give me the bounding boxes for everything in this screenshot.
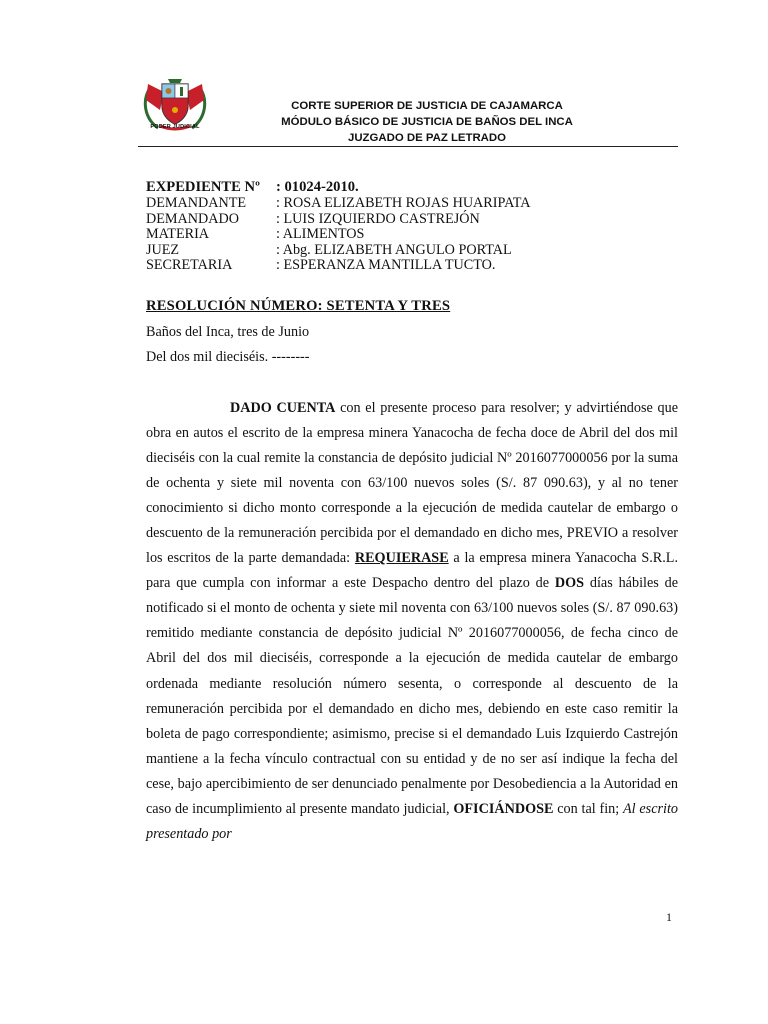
- court-header-line-2: MÓDULO BÁSICO DE JUSTICIA DE BAÑOS DEL INCA: [281, 116, 573, 128]
- page-number: 1: [666, 910, 672, 924]
- meta-row-expediente: [146, 178, 531, 196]
- body-text-segment: con tal fin;: [553, 800, 623, 817]
- requierase-text: REQUIERASE: [354, 550, 449, 567]
- body-text-segment: a la empresa minera Yanacocha S.R.L. para que cumpla con informar a este Despacho dentro del plazo de: [146, 550, 679, 592]
- demandado-label: DEMANDADO: [146, 210, 240, 227]
- materia-value: : ALIMENTOS: [276, 226, 365, 243]
- dado-cuenta-text: DADO CUENTA: [230, 400, 336, 416]
- meta-row-demandante: [146, 196, 531, 212]
- dos-text: DOS: [554, 575, 585, 592]
- body-text-segment: con el presente proceso para resolver; y advirtiéndose que obra en autos el escrito de la empresa minera Yanacocha de fecha doce de Abril del dos mil dieciséis con la cual remite la constancia de depósito judicial Nº 2016077000056 por la suma de ochenta y siete mil noventa con 63/100 nuevos soles (S/. 87 090.63), y al no tener conocimiento si dicho monto corresponde a la ejecución de medida cautelar de embargo o descuento de la remuneración percibida por el demandado en dicho mes, PREVIO a resolver los escritos de la parte demandada:: [146, 400, 678, 567]
- demandado-value: : LUIS IZQUIERDO CASTREJÓN: [276, 210, 480, 227]
- case-metadata: [146, 178, 531, 274]
- secretaria-label: SECRETARIA: [146, 257, 233, 274]
- resolution-title: RESOLUCIÓN NÚMERO: SETENTA Y TRES: [146, 298, 451, 314]
- materia-label: MATERIA: [146, 226, 210, 243]
- logo-caption: PODER JUDICIAL: [150, 124, 200, 130]
- secretaria-value: : ESPERANZA MANTILLA TUCTO.: [276, 257, 496, 274]
- body-text-segment: días hábiles de notificado si el monto de ochenta y siete mil noventa con 63/100 nuevos soles (S/. 87 090.63) remitido mediante constancia de depósito judicial Nº 2016077000056, de fecha cinco de Abril del dos mil dieciséis, corresponde a la ejecución de medida cautelar de embargo ordenada mediante resolución número sesenta, o corresponde al descuento de la remuneración percibida por el demandado en dicho mes, debiendo en este caso remitir la boleta de pago correspondiente; asimismo, precise si el demandado Luis Izquierdo Castrejón mantiene a la fecha vínculo contractual con su entidad y de no ser así indique la fecha del cese, bajo apercibimiento de ser denunciado penalmente por Desobediencia a la Autoridad en caso de incumplimiento al presente mandato judicial,: [146, 575, 679, 817]
- resolution-date-line-1: Baños del Inca, tres de Junio: [146, 324, 310, 340]
- expediente-value: : 01024-2010.: [276, 179, 359, 195]
- juez-label: JUEZ: [146, 241, 180, 258]
- resolution-date-line-2: Del dos mil dieciséis. --------: [146, 349, 310, 365]
- meta-row-secretaria: [146, 258, 531, 274]
- header-divider: [138, 146, 678, 147]
- demandante-value: : ROSA ELIZABETH ROJAS HUARIPATA: [276, 195, 531, 211]
- oficiandose-text: OFICIÁNDOSE: [453, 800, 554, 817]
- juez-value: : Abg. ELIZABETH ANGULO PORTAL: [276, 241, 512, 258]
- meta-row-demandado: [146, 212, 531, 228]
- meta-row-juez: [146, 243, 531, 259]
- italic-text-segment: Al escrito presentado por: [146, 800, 678, 842]
- court-header: [232, 98, 622, 146]
- resolution-body: [146, 396, 678, 847]
- meta-row-materia: [146, 227, 531, 243]
- court-header-line-3: JUZGADO DE PAZ LETRADO: [348, 132, 506, 144]
- body-paragraph: [146, 396, 678, 847]
- demandante-label: DEMANDANTE: [146, 195, 247, 211]
- expediente-label: EXPEDIENTE Nº: [146, 179, 260, 195]
- court-header-line-1: CORTE SUPERIOR DE JUSTICIA DE CAJAMARCA: [291, 100, 563, 112]
